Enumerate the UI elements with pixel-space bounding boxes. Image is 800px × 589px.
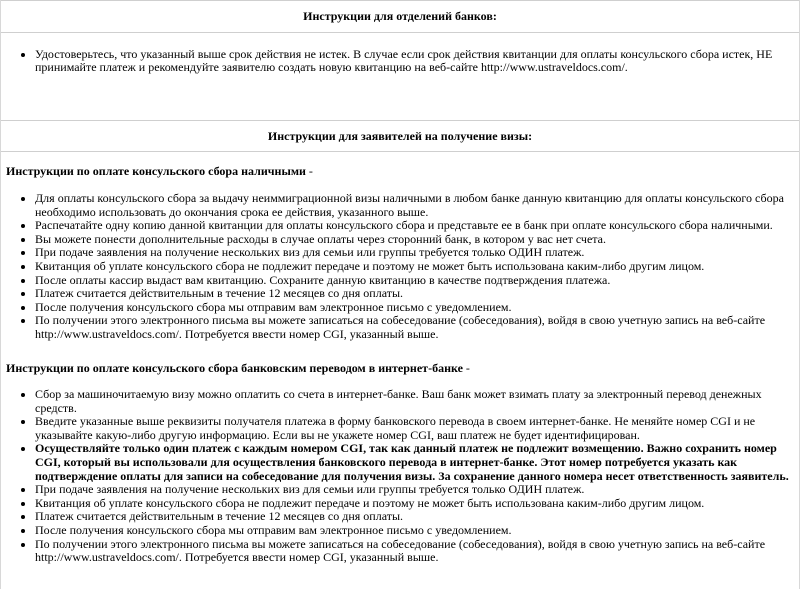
list-item: • Платеж считается действительным в течение 12 месяцев со дня оплаты. (35, 510, 793, 524)
online-transfer-dash: - (462, 360, 470, 375)
list-item: • Распечатайте одну копию данной квитанции для оплаты консульского сбора и представьте ее в банк при оплате консульского сбора наличными. (35, 219, 793, 233)
bank-instructions-body (1, 48, 799, 75)
list-item: • По получении этого электронного письма вы можете записаться на собеседование (собеседования), войдя в свою учетную запись на веб-сайте http://www.ustraveldocs.com/. Потребуется ввести номер CGI, указанный выше. (35, 314, 793, 341)
online-transfer-heading (6, 362, 793, 376)
list-item: • После получения консульского сбора мы отправим вам электронное письмо с уведомлением. (35, 301, 793, 315)
applicant-instructions-body (1, 165, 799, 564)
applicant-instructions-title: Инструкции для заявителей на получение визы: (1, 121, 799, 153)
applicant-instructions-section (1, 120, 799, 565)
list-item: • После получения консульского сбора мы отправим вам электронное письмо с уведомлением. (35, 524, 793, 538)
list-item: • Квитанция об уплате консульского сбора не подлежит передаче и поэтому не может быть использована каким-либо другим лицом. (35, 497, 793, 511)
list-item: • Квитанция об уплате консульского сбора не подлежит передаче и поэтому не может быть использована каким-либо другим лицом. (35, 260, 793, 274)
list-item: • Удостоверьтесь, что указанный выше срок действия не истек. В случае если срок действия квитанции для оплаты консульского сбора истек, НЕ принимайте платеж и рекомендуйте заявителю создать новую квитанцию на веб-сайте http://www.ustraveldocs.com/. (35, 48, 793, 75)
list-item: • Для оплаты консульского сбора за выдачу неиммиграционной визы наличными в любом банке данную квитанцию для оплаты консульского сбора необходимо использовать до окончания срока ее действия, указанного выше. (35, 192, 793, 219)
cash-payment-heading (6, 165, 793, 179)
list-item: • При подаче заявления на получение нескольких виз для семьи или группы требуется только ОДИН платеж. (35, 483, 793, 497)
list-item: • Сбор за машиночитаемую визу можно оплатить со счета в интернет-банке. Ваш банк может взимать плату за электронный перевод денежных средств. (35, 388, 793, 415)
online-transfer-list (6, 388, 793, 565)
list-item-important: • Осуществляйте только один платеж с каждым номером CGI, так как данный платеж не подлежит возмещению. Важно сохранить номер CGI, который вы использовали для осуществления банковского перевода в интернет-банке. Этот номер потребуется указать как подтверждение оплаты для записи на собеседование для получения визы. За сохранение данного номера несет ответственность заявитель. (35, 442, 793, 483)
list-item: • Вы можете понести дополнительные расходы в случае оплаты через сторонний банк, в котором у вас нет счета. (35, 233, 793, 247)
bank-instructions-section (1, 0, 799, 75)
list-item: • При подаче заявления на получение нескольких виз для семьи или группы требуется только ОДИН платеж. (35, 246, 793, 260)
list-item: • Платеж считается действительным в течение 12 месяцев со дня оплаты. (35, 287, 793, 301)
cash-payment-dash: - (305, 164, 313, 179)
list-item: • После оплаты кассир выдаст вам квитанцию. Сохраните данную квитанцию в качестве подтверждения платежа. (35, 274, 793, 288)
online-transfer-title: Инструкции по оплате консульского сбора банковским переводом в интернет-банке (6, 360, 463, 375)
list-item: • Введите указанные выше реквизиты получателя платежа в форму банковского перевода в своем интернет-банке. Не меняйте номер CGI и не указывайте какую-либо другую информацию. Если вы не укажете номер CGI, ваш платеж не будет идентифицирован. (35, 415, 793, 442)
cash-payment-list (6, 192, 793, 342)
bank-instructions-list (6, 48, 793, 75)
cash-payment-title: Инструкции по оплате консульского сбора наличными (6, 164, 306, 179)
list-item: • По получении этого электронного письма вы можете записаться на собеседование (собеседования), войдя в свою учетную запись на веб-сайте http://www.ustraveldocs.com/. Потребуется ввести номер CGI, указанный выше. (35, 538, 793, 565)
bank-instructions-title: Инструкции для отделений банков: (1, 1, 799, 33)
